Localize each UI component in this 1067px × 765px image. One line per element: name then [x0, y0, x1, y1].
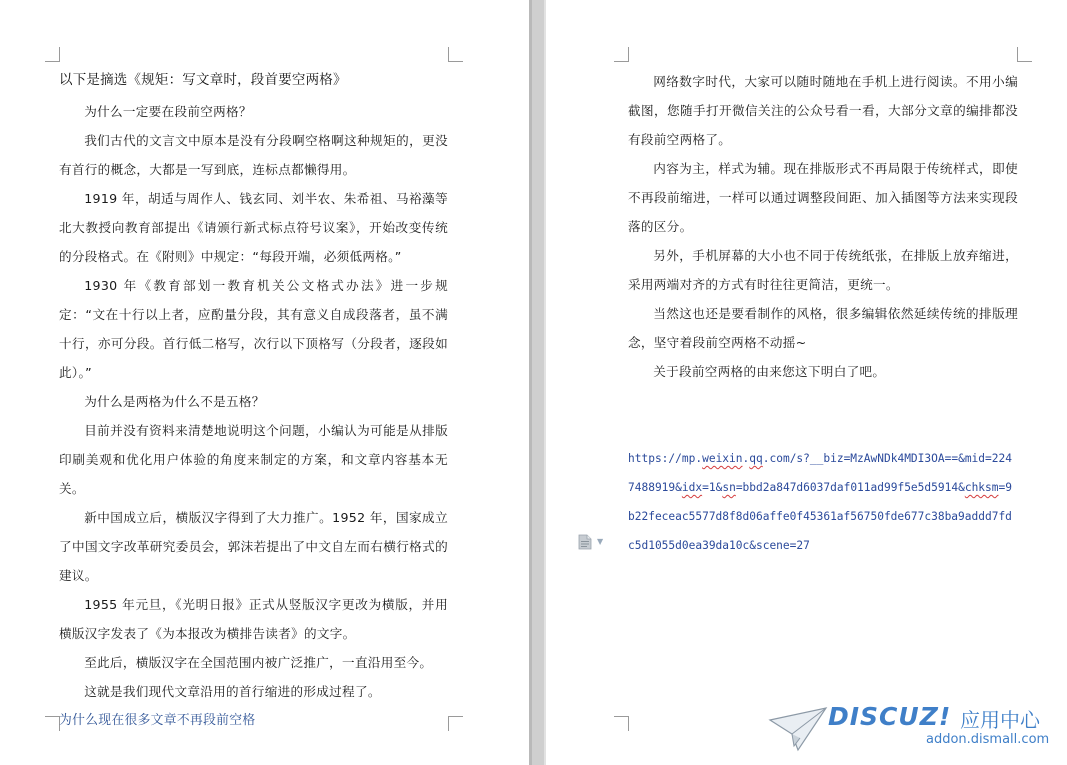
page-corner-mark: [1017, 47, 1032, 62]
url-text-misspelled: chksm: [964, 481, 999, 494]
page-corner-mark: [448, 47, 463, 62]
empty-lines: [628, 386, 1018, 444]
paragraph: 为什么一定要在段前空两格？: [84, 104, 252, 119]
url-text: .: [742, 452, 750, 465]
paper-plane-icon: [768, 706, 830, 754]
paragraph: 新中国成立后，横版汉字得到了大力推广。1952 年，国家成立了中国文字改革研究委员会，郭沫若提出了中文自左而右横行格式的建议。: [59, 510, 448, 583]
paragraph: 1919 年，胡适与周作人、钱玄同、刘半农、朱希祖、马裕藻等北大教授向教育部提出《请颁行新式标点符号议案》，开始改变传统的分段格式。在《附则》中规定：“每段开端，必须低两格。”: [59, 191, 448, 264]
article-heading: 以下是摘选《规矩：写文章时，段首要空两格》: [59, 72, 347, 88]
page-corner-mark: [448, 716, 463, 731]
paragraph: 这就是我们现代文章沿用的首行缩进的形成过程了。: [84, 684, 381, 699]
document-page-left: [0, 0, 529, 765]
page-gap: [529, 0, 546, 765]
paragraph: 为什么是两格为什么不是五格？: [84, 394, 265, 409]
watermark-suffix: 应用中心: [960, 708, 1040, 732]
right-page-text[interactable]: [628, 67, 1018, 560]
document-page-right: [546, 0, 1067, 765]
paragraph: 当然这也还是要看制作的风格，很多编辑依然延续传统的排版理念，坚守着段前空两格不动摇~: [628, 306, 1018, 350]
url-text-misspelled: idx: [681, 481, 703, 494]
url-text-misspelled: sn: [722, 481, 736, 494]
paragraph: 我们古代的文言文中原本是没有分段啊空格啊这种规矩的，更没有首行的概念，大都是一写到底，连标点都懒得用。: [59, 133, 448, 177]
left-page-text[interactable]: [59, 67, 448, 735]
url-text: =9b22feceac5577d8f8d06affe0f45361af56750fde677c38ba9addd7fdc5d1055d0ea39da10c&scene=27: [628, 481, 1012, 552]
paragraph: 1930 年《教育部划一教育机关公文格式办法》进一步规定：“文在十行以上者，应酌量分段，其有意义自成段落者，虽不满十行，亦可分段。首行低二格写，次行以下顶格写（分段者，逐段如此）。”: [59, 278, 448, 380]
paragraph: 另外，手机屏幕的大小也不同于传统纸张，在排版上放弃缩进，采用两端对齐的方式有时往往更简洁，更统一。: [628, 248, 1018, 292]
paragraph: 目前并没有资料来清楚地说明这个问题，小编认为可能是从排版印刷美观和优化用户体验的角度来制定的方案，和文章内容基本无关。: [59, 423, 448, 496]
url-text-misspelled: qq: [749, 452, 763, 465]
section-heading: 为什么现在很多文章不再段前空格: [59, 713, 256, 728]
paragraph: 至此后，横版汉字在全国范围内被广泛推广，一直沿用至今。: [84, 655, 433, 670]
chevron-down-icon[interactable]: ▼: [597, 537, 604, 546]
page-corner-mark: [614, 716, 629, 731]
paragraph: 1955 年元旦，《光明日报》正式从竖版汉字更改为横版，并用横版汉字发表了《为本报改为横排告读者》的文字。: [59, 597, 448, 641]
page-corner-mark: [45, 47, 60, 62]
url-text: =bbd2a847d6037daf011ad99f5e5d5914&: [735, 481, 965, 494]
watermark: [768, 700, 1058, 760]
paragraph: 内容为主，样式为辅。现在排版形式不再局限于传统样式，即使不再段前缩进，一样可以通过调整段间距、加入插图等方法来实现段落的区分。: [628, 161, 1018, 234]
url-text-misspelled: weixin: [702, 452, 743, 465]
paragraph: 关于段前空两格的由来您这下明白了吧。: [653, 364, 886, 379]
url-text: https://mp.: [628, 452, 703, 465]
watermark-brand: DISCUZ!: [828, 702, 952, 731]
url-text: =1&: [702, 481, 723, 494]
page-corner-mark: [614, 47, 629, 62]
article-url[interactable]: [628, 444, 1018, 560]
page-gap-shadow: [529, 0, 532, 765]
page-corner-mark: [45, 716, 60, 731]
document-icon[interactable]: [577, 534, 593, 550]
url-text: .com/s?__biz=MzAwNDk4MDI3OA==&mid=2247488919&: [628, 452, 1012, 494]
watermark-url: addon.dismall.com: [926, 732, 1050, 747]
paragraph: 网络数字时代，大家可以随时随地在手机上进行阅读。不用小编截图，您随手打开微信关注的公众号看一看，大部分文章的编排都没有段前空两格了。: [628, 74, 1018, 147]
